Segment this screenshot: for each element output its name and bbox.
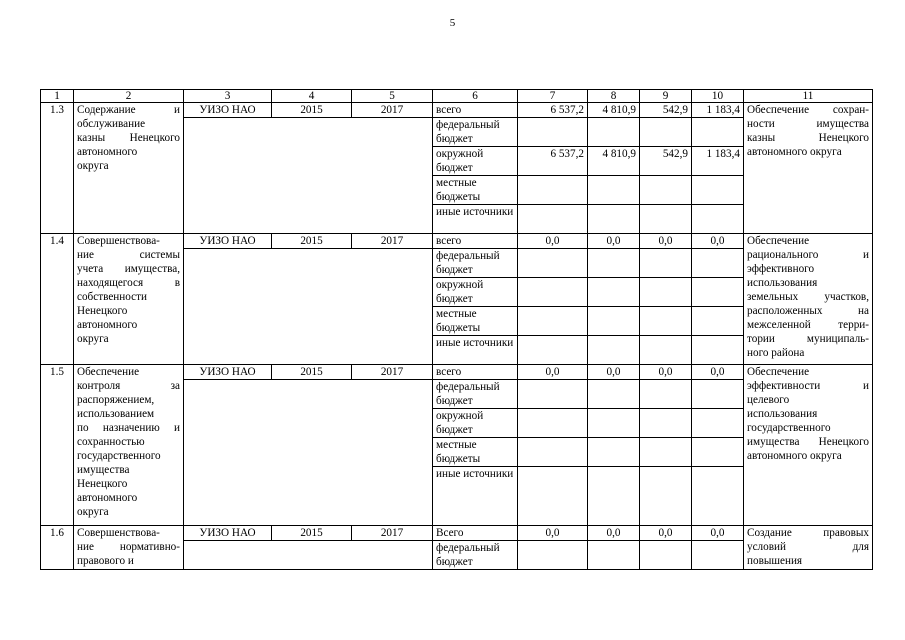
funding-value <box>692 467 744 526</box>
column-number: 9 <box>640 90 692 103</box>
funding-value: 0,0 <box>588 234 640 249</box>
expected-result-line: эффективности и <box>747 380 869 392</box>
empty-cell <box>184 541 433 570</box>
activity-number: 1.4 <box>41 234 74 365</box>
funding-value: 0,0 <box>588 526 640 541</box>
activity-name-line: Содержание и <box>77 104 180 116</box>
funding-value: 0,0 <box>588 365 640 380</box>
funding-value: 0,0 <box>692 526 744 541</box>
activity-name-line: учета имущества, <box>77 263 180 275</box>
expected-result <box>744 103 873 234</box>
funding-value <box>518 118 588 147</box>
funding-value <box>640 380 692 409</box>
year-start: 2015 <box>272 365 352 380</box>
funding-value <box>518 541 588 570</box>
column-number: 10 <box>692 90 744 103</box>
funding-value <box>518 176 588 205</box>
expected-result-line: земельных участков, <box>747 291 869 303</box>
activity-number: 1.6 <box>41 526 74 570</box>
funding-source: федеральный бюджет <box>433 118 518 147</box>
funding-source: местные бюджеты <box>433 176 518 205</box>
funding-value <box>640 249 692 278</box>
activity-name-line: автономного <box>77 492 138 504</box>
funding-value <box>588 438 640 467</box>
table-row <box>41 103 873 118</box>
funding-value <box>588 467 640 526</box>
expected-result-line: ного района <box>747 347 805 359</box>
funding-value <box>692 336 744 365</box>
activity-name-line: по назначению и <box>77 422 180 434</box>
column-number: 3 <box>184 90 272 103</box>
funding-value <box>640 205 692 234</box>
column-number: 6 <box>433 90 518 103</box>
funding-value <box>692 409 744 438</box>
funding-value <box>640 118 692 147</box>
expected-result <box>744 234 873 365</box>
funding-value <box>518 205 588 234</box>
funding-value <box>692 541 744 570</box>
year-end: 2017 <box>352 526 433 541</box>
funding-source: всего <box>433 365 518 380</box>
funding-value <box>518 438 588 467</box>
activity-name <box>74 234 184 365</box>
funding-value <box>518 467 588 526</box>
funding-source: Всего <box>433 526 518 541</box>
funding-value <box>518 336 588 365</box>
funding-value <box>518 409 588 438</box>
funding-value <box>518 278 588 307</box>
expected-result-line: расположенных на <box>747 305 869 317</box>
funding-value: 0,0 <box>640 234 692 249</box>
funding-value <box>518 249 588 278</box>
expected-result <box>744 365 873 526</box>
funding-value: 542,9 <box>640 147 692 176</box>
funding-source: иные источники <box>433 467 518 526</box>
activity-name-line: ние системы <box>77 249 180 261</box>
activity-name-line: обслуживание <box>77 118 146 130</box>
table-row <box>41 365 873 380</box>
activity-name-line: ние нормативно- <box>77 541 180 553</box>
funding-value <box>588 541 640 570</box>
column-number: 5 <box>352 90 433 103</box>
expected-result <box>744 526 873 570</box>
program-activities-table <box>40 89 873 570</box>
expected-result-line: Обеспечение <box>747 235 810 247</box>
funding-value: 542,9 <box>640 103 692 118</box>
activity-name-line: имущества <box>77 464 130 476</box>
table-row <box>41 234 873 249</box>
activity-name-line: находящегося в <box>77 277 180 289</box>
expected-result-line: Обеспечение сохран- <box>747 104 869 116</box>
expected-result-line: тории муниципаль- <box>747 333 869 345</box>
activity-name-line: распоряжением, <box>77 394 155 406</box>
funding-value <box>692 249 744 278</box>
funding-value: 6 537,2 <box>518 103 588 118</box>
funding-value: 0,0 <box>518 234 588 249</box>
funding-value: 1 183,4 <box>692 147 744 176</box>
year-end: 2017 <box>352 365 433 380</box>
funding-value <box>588 409 640 438</box>
table-row <box>41 526 873 541</box>
funding-value <box>692 438 744 467</box>
funding-value <box>588 205 640 234</box>
column-number: 4 <box>272 90 352 103</box>
year-end: 2017 <box>352 103 433 118</box>
expected-result-line: условий для <box>747 541 869 553</box>
activity-name-line: правового и <box>77 555 134 567</box>
funding-value <box>588 249 640 278</box>
funding-value <box>588 278 640 307</box>
funding-value <box>640 307 692 336</box>
funding-source: федеральный бюджет <box>433 541 518 570</box>
funding-source: всего <box>433 234 518 249</box>
funding-source: всего <box>433 103 518 118</box>
funding-value <box>692 118 744 147</box>
funding-value <box>640 176 692 205</box>
year-end: 2017 <box>352 234 433 249</box>
funding-value: 4 810,9 <box>588 103 640 118</box>
funding-source: федеральный бюджет <box>433 249 518 278</box>
activity-name-line: государственного <box>77 450 161 462</box>
activity-name-line: сохранностью <box>77 436 145 448</box>
activity-name-line: Обеспечение <box>77 366 140 378</box>
activity-name-line: Совершенствова- <box>77 235 160 247</box>
funding-value: 0,0 <box>692 234 744 249</box>
activity-name <box>74 365 184 526</box>
expected-result-line: рационального и <box>747 249 869 261</box>
expected-result-line: использования <box>747 277 818 289</box>
activity-name <box>74 526 184 570</box>
activity-name-line: округа <box>77 333 109 345</box>
activity-name-line: контроля за <box>77 380 180 392</box>
funding-source: иные источники <box>433 205 518 234</box>
funding-source: окружной бюджет <box>433 147 518 176</box>
funding-value <box>518 307 588 336</box>
activity-name-line: Ненецкого <box>77 478 128 490</box>
activity-name <box>74 103 184 234</box>
funding-value <box>640 541 692 570</box>
activity-name-line: Совершенствова- <box>77 527 160 539</box>
funding-value <box>640 467 692 526</box>
executor: УИЗО НАО <box>184 365 272 380</box>
executor: УИЗО НАО <box>184 526 272 541</box>
funding-value: 4 810,9 <box>588 147 640 176</box>
column-number: 11 <box>744 90 873 103</box>
expected-result-line: Создание правовых <box>747 527 869 539</box>
funding-value <box>692 380 744 409</box>
funding-value: 0,0 <box>640 526 692 541</box>
expected-result-line: Обеспечение <box>747 366 810 378</box>
column-number: 7 <box>518 90 588 103</box>
funding-value <box>692 278 744 307</box>
funding-value <box>588 118 640 147</box>
empty-cell <box>184 380 433 526</box>
expected-result-line: целевого <box>747 394 790 406</box>
activity-name-line: автономного <box>77 319 138 331</box>
funding-value <box>588 176 640 205</box>
empty-cell <box>184 249 433 365</box>
funding-value: 6 537,2 <box>518 147 588 176</box>
column-number: 2 <box>74 90 184 103</box>
funding-value <box>588 307 640 336</box>
activity-name-line: автономного <box>77 146 138 158</box>
year-start: 2015 <box>272 526 352 541</box>
funding-value <box>640 336 692 365</box>
executor: УИЗО НАО <box>184 103 272 118</box>
funding-value <box>692 307 744 336</box>
activity-name-line: округа <box>77 506 109 518</box>
funding-value <box>640 438 692 467</box>
funding-source: федеральный бюджет <box>433 380 518 409</box>
funding-value <box>588 380 640 409</box>
expected-result-line: казны Ненецкого <box>747 132 869 144</box>
expected-result-line: ности имущества <box>747 118 869 130</box>
funding-value <box>640 409 692 438</box>
activity-name-line: использованием <box>77 408 155 420</box>
expected-result-line: повышения <box>747 555 803 567</box>
empty-cell <box>184 118 433 234</box>
page-number: 5 <box>449 17 456 29</box>
funding-value: 0,0 <box>692 365 744 380</box>
funding-value: 0,0 <box>518 365 588 380</box>
year-start: 2015 <box>272 103 352 118</box>
column-number-row <box>41 90 873 103</box>
expected-result-line: государственного <box>747 422 831 434</box>
funding-source: местные бюджеты <box>433 438 518 467</box>
expected-result-line: межселенной терри- <box>747 319 869 331</box>
expected-result-line: использования <box>747 408 818 420</box>
funding-value <box>692 176 744 205</box>
funding-value: 1 183,4 <box>692 103 744 118</box>
funding-value: 0,0 <box>640 365 692 380</box>
funding-source: окружной бюджет <box>433 278 518 307</box>
expected-result-line: имущества Ненецкого <box>747 436 869 448</box>
funding-source: иные источники <box>433 336 518 365</box>
funding-value <box>692 205 744 234</box>
column-number: 8 <box>588 90 640 103</box>
expected-result-line: автономного округа <box>747 450 842 462</box>
expected-result-line: автономного округа <box>747 146 842 158</box>
table-body <box>41 90 873 570</box>
expected-result-line: эффективного <box>747 263 815 275</box>
executor: УИЗО НАО <box>184 234 272 249</box>
activity-number: 1.5 <box>41 365 74 526</box>
activity-name-line: собственности <box>77 291 147 303</box>
activity-number: 1.3 <box>41 103 74 234</box>
funding-value: 0,0 <box>518 526 588 541</box>
funding-value <box>640 278 692 307</box>
activity-name-line: казны Ненецкого <box>77 132 180 144</box>
activity-name-line: Ненецкого <box>77 305 128 317</box>
funding-value <box>588 336 640 365</box>
activity-name-line: округа <box>77 160 109 172</box>
column-number: 1 <box>41 90 74 103</box>
year-start: 2015 <box>272 234 352 249</box>
funding-source: окружной бюджет <box>433 409 518 438</box>
funding-value <box>518 380 588 409</box>
funding-source: местные бюджеты <box>433 307 518 336</box>
